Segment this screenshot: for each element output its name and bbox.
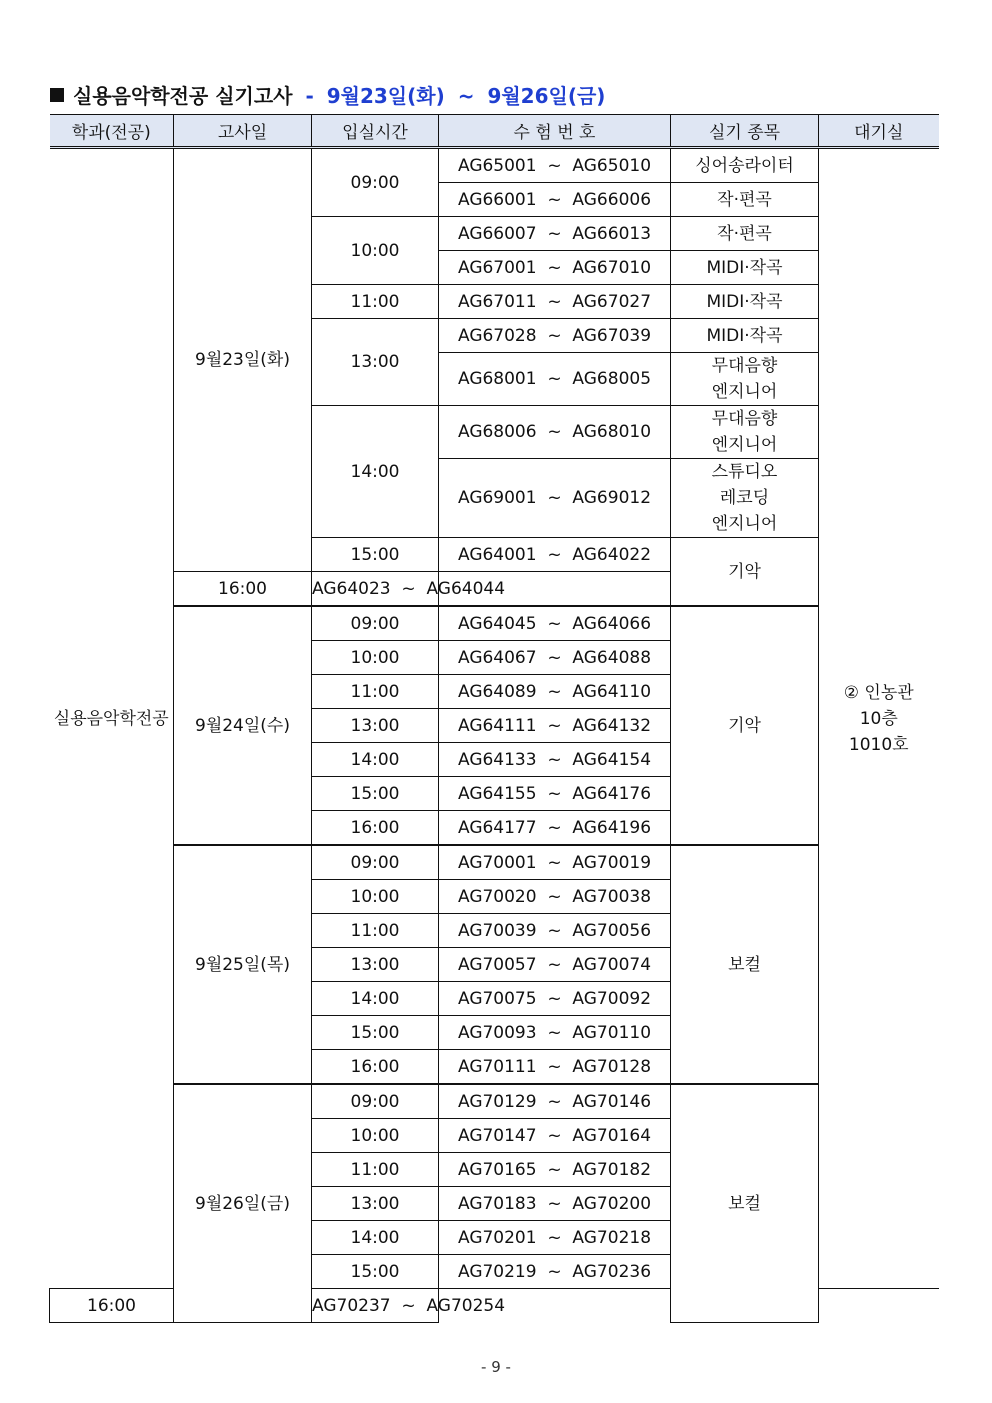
time-cell: 13:00: [312, 709, 439, 743]
time-cell: 15:00: [312, 777, 439, 811]
exam-number-range: AG70039 ~ AG70056: [439, 914, 671, 948]
time-cell: 10:00: [312, 1119, 439, 1153]
exam-date-cell: 9월25일(목): [174, 845, 312, 1084]
time-cell: 16:00: [50, 1289, 174, 1323]
time-cell: 10:00: [312, 880, 439, 914]
subject-cell: 무대음향 엔지니어: [671, 406, 819, 459]
exam-number-range: AG70075 ~ AG70092: [439, 982, 671, 1016]
subject-cell: MIDI·작곡: [671, 251, 819, 285]
subject-cell: 작·편곡: [671, 183, 819, 217]
exam-number-range: AG64133 ~ AG64154: [439, 743, 671, 777]
exam-number-range: AG67011 ~ AG67027: [439, 285, 671, 319]
time-cell: 16:00: [174, 572, 312, 607]
exam-number-range: AG69001 ~ AG69012: [439, 459, 671, 538]
time-cell: 11:00: [312, 914, 439, 948]
time-cell: 09:00: [312, 606, 439, 641]
time-cell: 13:00: [312, 948, 439, 982]
header-subject: 실기 종목: [671, 115, 819, 148]
start-date: 9월23일(화): [326, 84, 445, 108]
exam-date-cell: 9월24일(수): [174, 606, 312, 845]
section-title-text: 실용음악학전공 실기고사: [73, 84, 293, 108]
exam-number-range: AG70147 ~ AG70164: [439, 1119, 671, 1153]
header-exam-date: 고사일: [174, 115, 312, 148]
exam-schedule-table: [49, 114, 939, 1323]
exam-number-range: AG70057 ~ AG70074: [439, 948, 671, 982]
table-row: [50, 1084, 939, 1119]
end-date: 9월26일(금): [487, 84, 606, 108]
exam-number-range: AG70219 ~ AG70236: [439, 1255, 671, 1289]
time-cell: 14:00: [312, 743, 439, 777]
waiting-room-cell: ② 인농관 10층 1010호: [819, 148, 939, 1289]
time-cell: 11:00: [312, 675, 439, 709]
time-cell: 16:00: [312, 1050, 439, 1085]
subject-cell: 기악: [671, 538, 819, 607]
header-department: 학과(전공): [50, 115, 174, 148]
exam-number-range: AG64089 ~ AG64110: [439, 675, 671, 709]
subject-cell: 기악: [671, 606, 819, 845]
exam-number-range: AG67028 ~ AG67039: [439, 319, 671, 353]
section-title: [50, 80, 605, 112]
date-range-separator: ~: [457, 84, 475, 108]
subject-cell: MIDI·작곡: [671, 319, 819, 353]
time-cell: 15:00: [312, 1016, 439, 1050]
exam-number-range: AG64177 ~ AG64196: [439, 811, 671, 846]
time-cell: 15:00: [312, 1255, 439, 1289]
exam-number-range: AG64045 ~ AG64066: [439, 606, 671, 641]
exam-number-range: AG70093 ~ AG70110: [439, 1016, 671, 1050]
header-entry-time: 입실시간: [312, 115, 439, 148]
time-cell: 11:00: [312, 285, 439, 319]
exam-number-range: AG66001 ~ AG66006: [439, 183, 671, 217]
exam-number-range: AG70237 ~ AG70254: [312, 1289, 439, 1323]
exam-date-cell: 9월23일(화): [174, 148, 312, 572]
subject-cell: 무대음향 엔지니어: [671, 353, 819, 406]
exam-number-range: AG68001 ~ AG68005: [439, 353, 671, 406]
title-separator: -: [305, 84, 314, 108]
time-cell: 10:00: [312, 641, 439, 675]
table-header-row: [50, 115, 939, 148]
subject-cell: MIDI·작곡: [671, 285, 819, 319]
time-cell: 13:00: [312, 1187, 439, 1221]
time-cell: 15:00: [312, 538, 439, 572]
exam-number-range: AG67001 ~ AG67010: [439, 251, 671, 285]
square-bullet-icon: [50, 88, 64, 102]
table-row: [50, 845, 939, 880]
exam-number-range: AG70020 ~ AG70038: [439, 880, 671, 914]
department-cell: 실용음악학전공: [50, 148, 174, 1289]
header-exam-number: 수 험 번 호: [439, 115, 671, 148]
header-waiting-room: 대기실: [819, 115, 939, 148]
subject-cell: 싱어송라이터: [671, 148, 819, 183]
table-row: [50, 148, 939, 183]
table-row: [50, 606, 939, 641]
exam-number-range: AG66007 ~ AG66013: [439, 217, 671, 251]
time-cell: 09:00: [312, 148, 439, 217]
time-cell: 11:00: [312, 1153, 439, 1187]
time-cell: 14:00: [312, 982, 439, 1016]
subject-cell: 보컬: [671, 1084, 819, 1323]
exam-number-range: AG64067 ~ AG64088: [439, 641, 671, 675]
exam-number-range: AG64023 ~ AG64044: [312, 572, 439, 607]
exam-number-range: AG68006 ~ AG68010: [439, 406, 671, 459]
exam-number-range: AG70001 ~ AG70019: [439, 845, 671, 880]
exam-number-range: AG70165 ~ AG70182: [439, 1153, 671, 1187]
time-cell: 16:00: [312, 811, 439, 846]
exam-number-range: AG64001 ~ AG64022: [439, 538, 671, 572]
time-cell: 09:00: [312, 845, 439, 880]
subject-cell: 보컬: [671, 845, 819, 1084]
subject-cell: 작·편곡: [671, 217, 819, 251]
time-cell: 10:00: [312, 217, 439, 285]
time-cell: 09:00: [312, 1084, 439, 1119]
page-number: - 9 -: [481, 1358, 511, 1376]
exam-number-range: AG70201 ~ AG70218: [439, 1221, 671, 1255]
exam-number-range: AG64155 ~ AG64176: [439, 777, 671, 811]
exam-number-range: AG70183 ~ AG70200: [439, 1187, 671, 1221]
exam-number-range: AG64111 ~ AG64132: [439, 709, 671, 743]
subject-cell: 스튜디오 레코딩 엔지니어: [671, 459, 819, 538]
exam-date-cell: 9월26일(금): [174, 1084, 312, 1323]
exam-number-range: AG65001 ~ AG65010: [439, 148, 671, 183]
time-cell: 13:00: [312, 319, 439, 406]
time-cell: 14:00: [312, 1221, 439, 1255]
exam-number-range: AG70129 ~ AG70146: [439, 1084, 671, 1119]
time-cell: 14:00: [312, 406, 439, 538]
exam-number-range: AG70111 ~ AG70128: [439, 1050, 671, 1085]
